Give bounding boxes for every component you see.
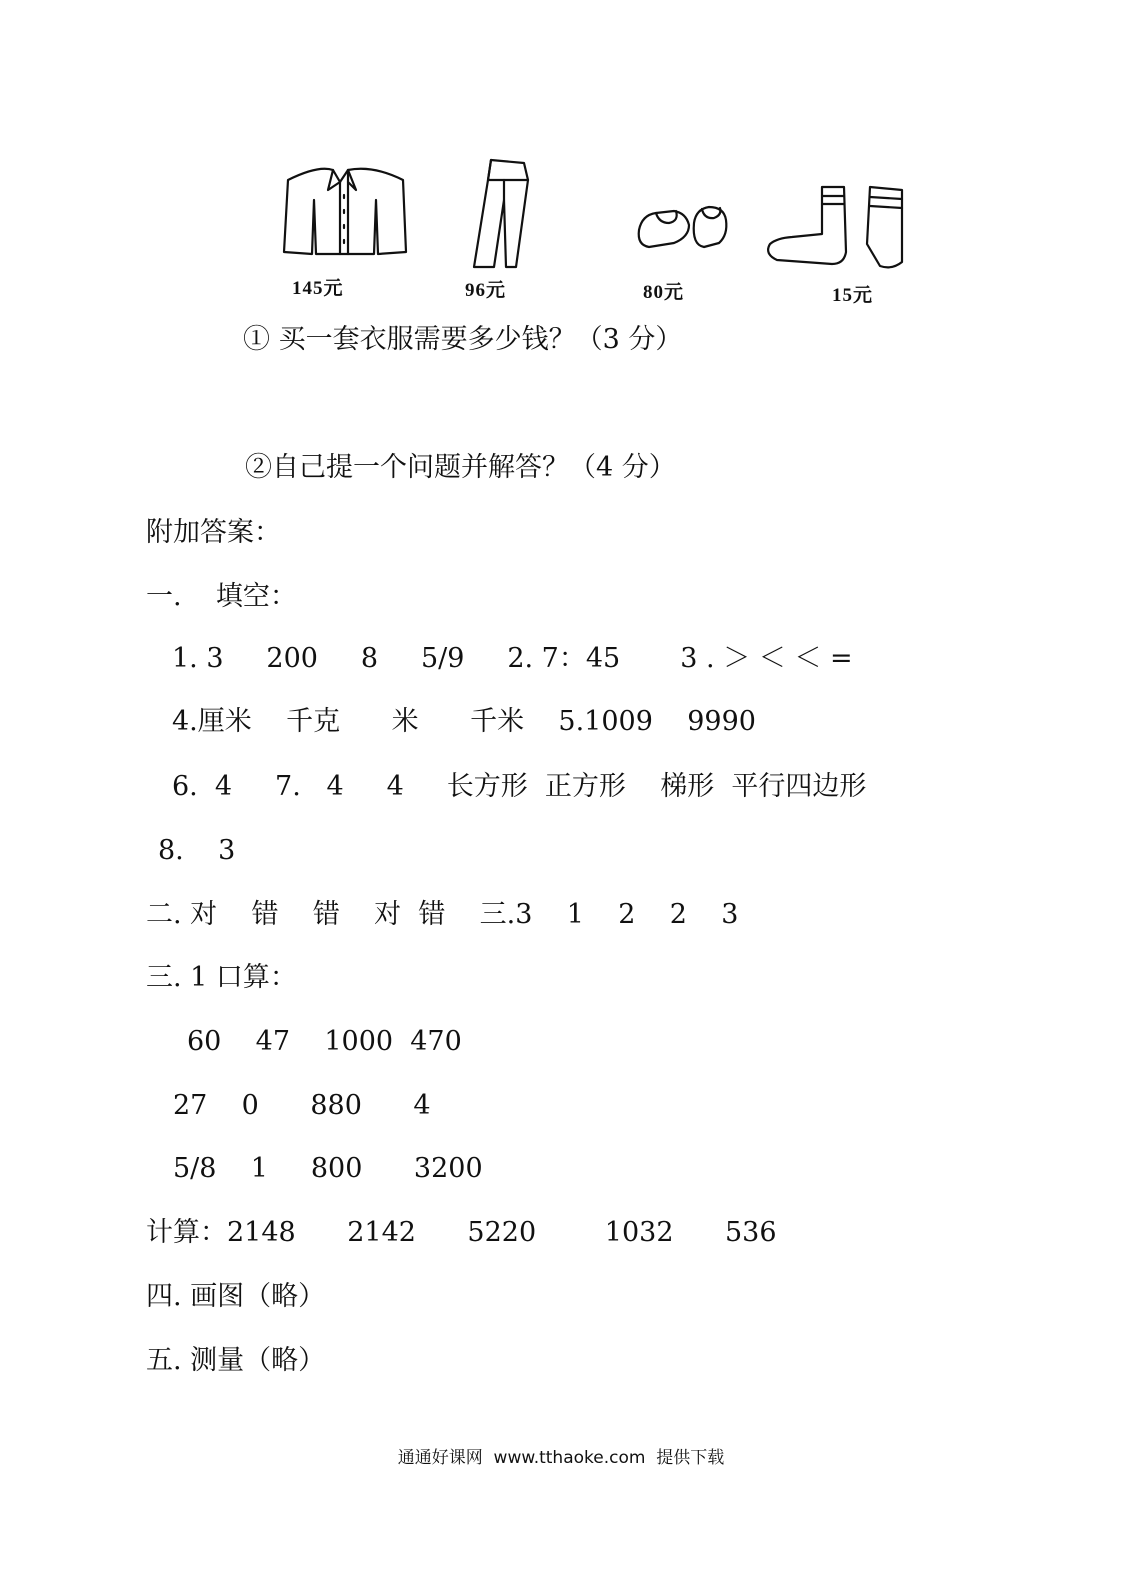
pants-price: 96元 — [465, 280, 507, 301]
section-5: 五. 测量（略） — [146, 1345, 326, 1376]
answer-line-1: 1. 3 200 8 5/9 2. 7：45 3 . ＞ ＜ ＜ = — [172, 643, 853, 674]
question-1: ① 买一套衣服需要多少钱？（3 分） — [243, 324, 683, 355]
section-2: 二. 对 错 错 对 错 三.3 1 2 2 3 — [146, 899, 739, 930]
oral-line-3: 5/8 1 800 3200 — [173, 1153, 483, 1184]
section-4: 四. 画图（略） — [146, 1281, 326, 1312]
footer-text: 通通好课网 www.tthaoke.com 提供下载 — [397, 1448, 725, 1468]
shoes-icon — [634, 195, 734, 255]
oral-line-2: 27 0 880 4 — [173, 1090, 431, 1121]
answer-line-3: 6. 4 7. 4 4 长方形 正方形 梯形 平行四边形 — [172, 771, 867, 802]
shoes-price: 80元 — [643, 282, 685, 303]
section-1-title: 一. 填空： — [146, 581, 297, 612]
jacket-icon — [278, 160, 413, 260]
pants-icon — [466, 155, 536, 270]
section-3-title: 三. 1 口算： — [146, 962, 297, 993]
answer-line-4: 8. 3 — [158, 835, 236, 866]
answers-heading: 附加答案： — [146, 517, 281, 548]
jacket-price: 145元 — [292, 278, 344, 299]
socks-icon — [762, 182, 922, 272]
answer-line-2: 4.厘米 千克 米 千米 5.1009 9990 — [172, 706, 756, 737]
socks-price: 15元 — [832, 285, 874, 306]
calc-line: 计算：2148 2142 5220 1032 536 — [146, 1217, 777, 1248]
question-2: ②自己提一个问题并解答？（4 分） — [245, 452, 676, 483]
oral-line-1: 60 47 1000 470 — [187, 1026, 462, 1057]
